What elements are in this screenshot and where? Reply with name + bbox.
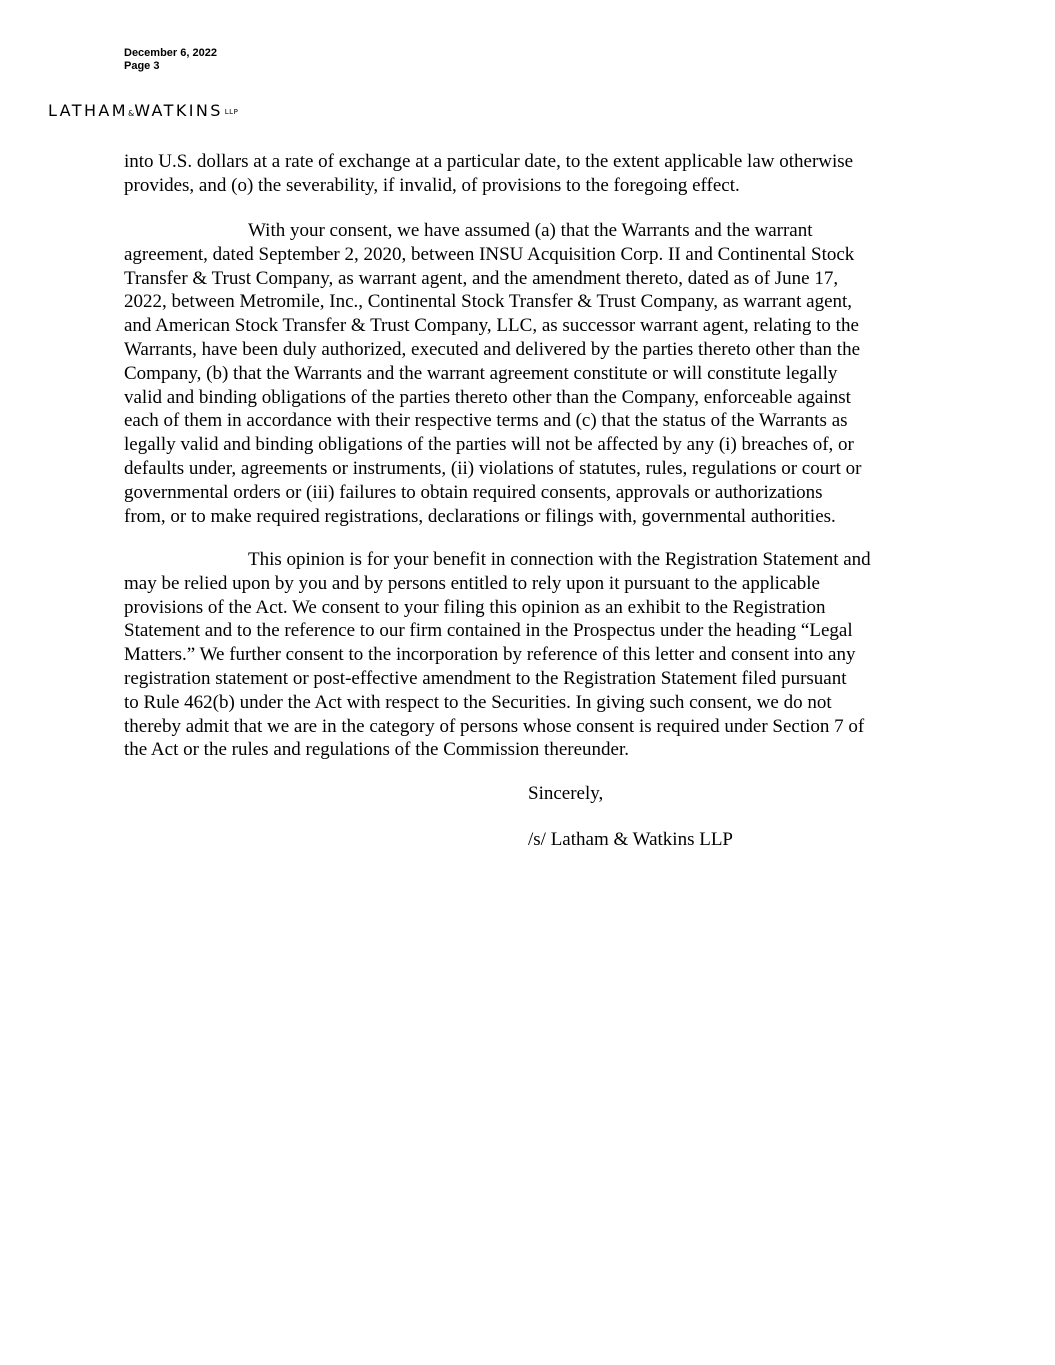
- text-line: Statement and to the reference to our firm contained in the Prospectus under the heading “Legal: [124, 620, 853, 642]
- firm-logo: [48, 101, 238, 120]
- text-line: valid and binding obligations of the parties thereto other than the Company, enforceable against: [124, 386, 851, 408]
- text-line: Matters.” We further consent to the incorporation by reference of this letter and consent into any: [124, 644, 856, 666]
- text-line: into U.S. dollars at a rate of exchange at a particular date, to the extent applicable law otherwise: [124, 151, 854, 172]
- logo-ampersand: &: [127, 109, 135, 118]
- logo-text-latham: LATHAM: [48, 101, 128, 120]
- text-line: registration statement or post-effective amendment to the Registration Statement filed pursuant: [124, 667, 847, 689]
- text-line: Transfer & Trust Company, as warrant agent, and the amendment thereto, dated as of June 17,: [124, 267, 839, 289]
- header-date: December 6, 2022: [124, 47, 217, 59]
- text-line: may be relied upon by you and by persons entitled to rely upon it pursuant to the applicable: [124, 572, 820, 594]
- text-line: With your consent, we have assumed (a) that the Warrants and the warrant: [248, 220, 813, 241]
- paragraph-continuation: [124, 150, 853, 198]
- text-line: thereby admit that we are in the category of persons whose consent is required under Section 7 of: [124, 715, 865, 737]
- text-line: governmental orders or (iii) failures to obtain required consents, approvals or authorizations: [124, 481, 823, 503]
- header-page-number: Page 3: [124, 60, 160, 72]
- text-line: Warrants, have been duly authorized, executed and delivered by the parties thereto other than the: [124, 338, 860, 360]
- text-line: 2022, between Metromile, Inc., Continental Stock Transfer & Trust Company, as warrant agent,: [124, 291, 853, 313]
- paragraph-assumptions: [124, 219, 861, 528]
- text-line: each of them in accordance with their respective terms and (c) that the status of the Warrants as: [124, 410, 848, 432]
- text-line: defaults under, agreements or instruments, (ii) violations of statutes, rules, regulations or court or: [124, 457, 862, 479]
- signature: /s/ Latham & Watkins LLP: [528, 829, 733, 850]
- text-line: the Act or the rules and regulations of the Commission thereunder.: [124, 739, 629, 761]
- text-line: agreement, dated September 2, 2020, between INSU Acquisition Corp. II and Continental Stock: [124, 243, 855, 265]
- text-line: and American Stock Transfer & Trust Company, LLC, as successor warrant agent, relating to the: [124, 315, 859, 337]
- page-header: [124, 47, 217, 73]
- text-line: to Rule 462(b) under the Act with respect to the Securities. In giving such consent, we do not: [124, 691, 832, 713]
- text-line: provisions of the Act. We consent to your filing this opinion as an exhibit to the Registration: [124, 596, 826, 618]
- text-line: This opinion is for your benefit in connection with the Registration Statement and: [248, 549, 871, 570]
- logo-text-watkins: WATKINS: [134, 101, 223, 120]
- logo-suffix: LLP: [224, 108, 239, 116]
- text-line: Company, (b) that the Warrants and the warrant agreement constitute or will constitute legally: [124, 362, 838, 384]
- closing-salutation: Sincerely,: [528, 783, 604, 804]
- text-line: from, or to make required registrations, declarations or filings with, governmental authorities.: [124, 505, 836, 527]
- text-line: provides, and (o) the severability, if invalid, of provisions to the foregoing effect.: [124, 174, 740, 196]
- paragraph-consent: [124, 548, 871, 762]
- text-line: legally valid and binding obligations of the parties will not be affected by any (i) breaches of, or: [124, 434, 854, 456]
